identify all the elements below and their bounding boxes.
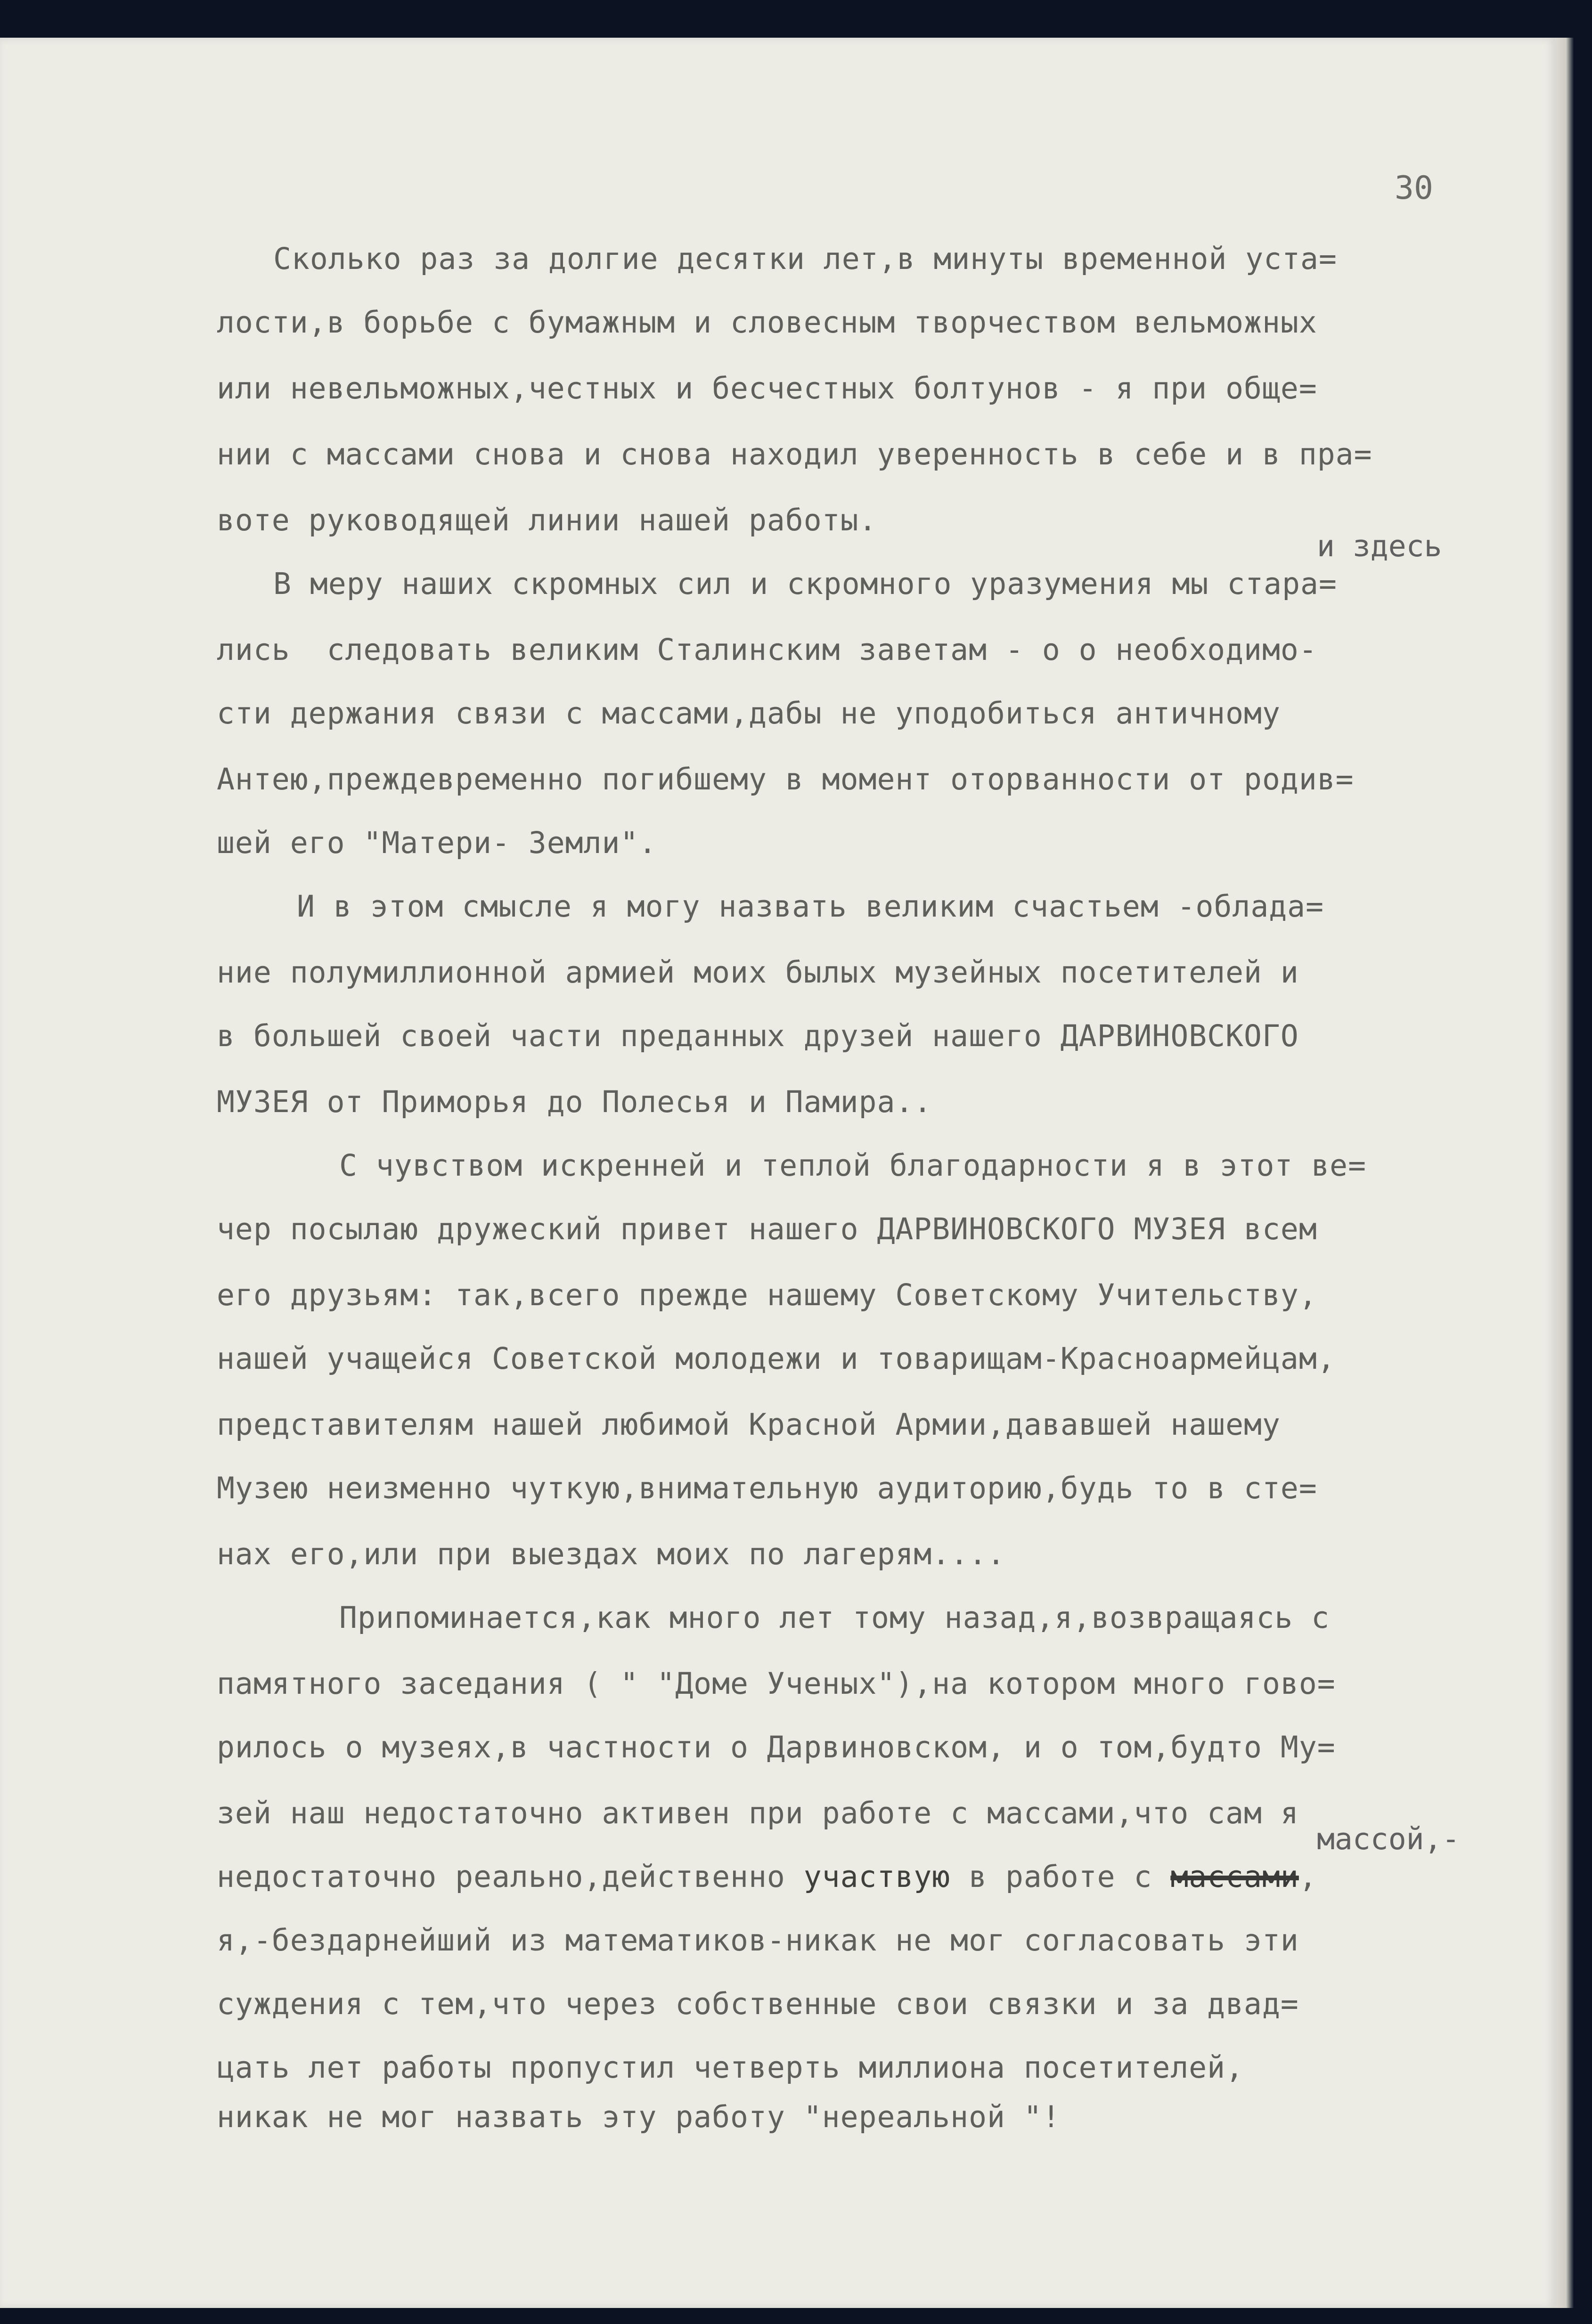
text-line-23: памятного заседания ( " "Доме Ученых"),на котором много гово= [217, 1666, 1336, 1701]
text-line-22: Припоминается,как много лет тому назад,я,возвращаясь с [339, 1601, 1330, 1635]
text-line-7: лись следовать великим Сталинским заветам - о о необходимо- [217, 633, 1317, 667]
text-line-13: в большей своей части преданных друзей нашего ДАРВИНОВСКОГО [217, 1019, 1299, 1053]
text-line-20: Музею неизменно чуткую,внимательную аудиторию,будь то в сте= [217, 1471, 1317, 1505]
text-line-26-part-2: участвую [803, 1860, 951, 1894]
text-line-2: лости,в борьбе с бумажным и словесным творчеством вельможных [217, 305, 1317, 340]
text-line-4: нии с массами снова и снова находил уверенность в себе и в пра= [217, 437, 1372, 471]
handwritten-insert-1: и здесь [1317, 529, 1442, 563]
text-line-21: нах его,или при выездах моих по лагерям.... [217, 1537, 1005, 1571]
text-line-28: суждения с тем,что через собственные свои связки и за двад= [217, 1987, 1299, 2021]
text-line-27: я,-бездарнейший из математиков-никак не мог согласовать эти [217, 1923, 1299, 1958]
page-number: 30 [1395, 170, 1433, 207]
text-line-12: ние полумиллионной армией моих былых музейных посетителей и [217, 955, 1299, 990]
struck-word: массами [1170, 1860, 1299, 1894]
text-line-10: шей его "Матери- Земли". [217, 826, 657, 860]
text-line-1: Сколько раз за долгие десятки лет,в минуты временной уста= [273, 242, 1337, 276]
text-line-30: никак не мог назвать эту работу "нереальной "! [217, 2100, 1061, 2134]
text-line-14: МУЗЕЯ от Приморья до Полесья и Памира.. [217, 1085, 932, 1119]
text-line-26-end: , [1298, 1860, 1317, 1894]
handwritten-insert-2: массой,- [1317, 1822, 1460, 1856]
text-line-16: чер посылаю дружеский привет нашего ДАРВИНОВСКОГО МУЗЕЯ всем [217, 1212, 1317, 1246]
text-line-9: Антею,преждевременно погибшему в момент оторванности от родив= [217, 762, 1354, 796]
text-line-17: его друзьям: так,всего прежде нашему Советскому Учительству, [217, 1278, 1317, 1312]
text-line-24: рилось о музеях,в частности о Дарвиновском, и о том,будто Му= [217, 1730, 1336, 1764]
text-line-26-part-1: недостаточно реально,действенно [217, 1860, 785, 1894]
text-line-11: И в этом смысле я могу назвать великим счастьем -облада= [297, 889, 1324, 924]
text-line-6: В меру наших скромных сил и скромного уразумения мы стара= [273, 567, 1337, 601]
text-line-15: С чувством искренней и теплой благодарности я в этот ве= [339, 1148, 1367, 1183]
text-line-26 [217, 1858, 1592, 1896]
text-line-5: воте руководящей линии нашей работы. [217, 503, 877, 537]
text-line-19: представителям нашей любимой Красной Армии,дававшей нашему [217, 1407, 1281, 1442]
text-line-18: нашей учащейся Советской молодежи и товарищам-Красноармейцам, [217, 1341, 1336, 1376]
text-line-25: зей наш недостаточно активен при работе с массами,что сам я [217, 1796, 1299, 1830]
text-line-29: цать лет работы пропустил четверть миллиона посетителей, [217, 2050, 1244, 2085]
text-line-3: или невельможных,честных и бесчестных болтунов - я при обще= [217, 371, 1317, 406]
text-line-26-part-3: в работе с [969, 1860, 1152, 1894]
text-line-8: сти держания связи с массами,дабы не уподобиться античному [217, 696, 1281, 731]
